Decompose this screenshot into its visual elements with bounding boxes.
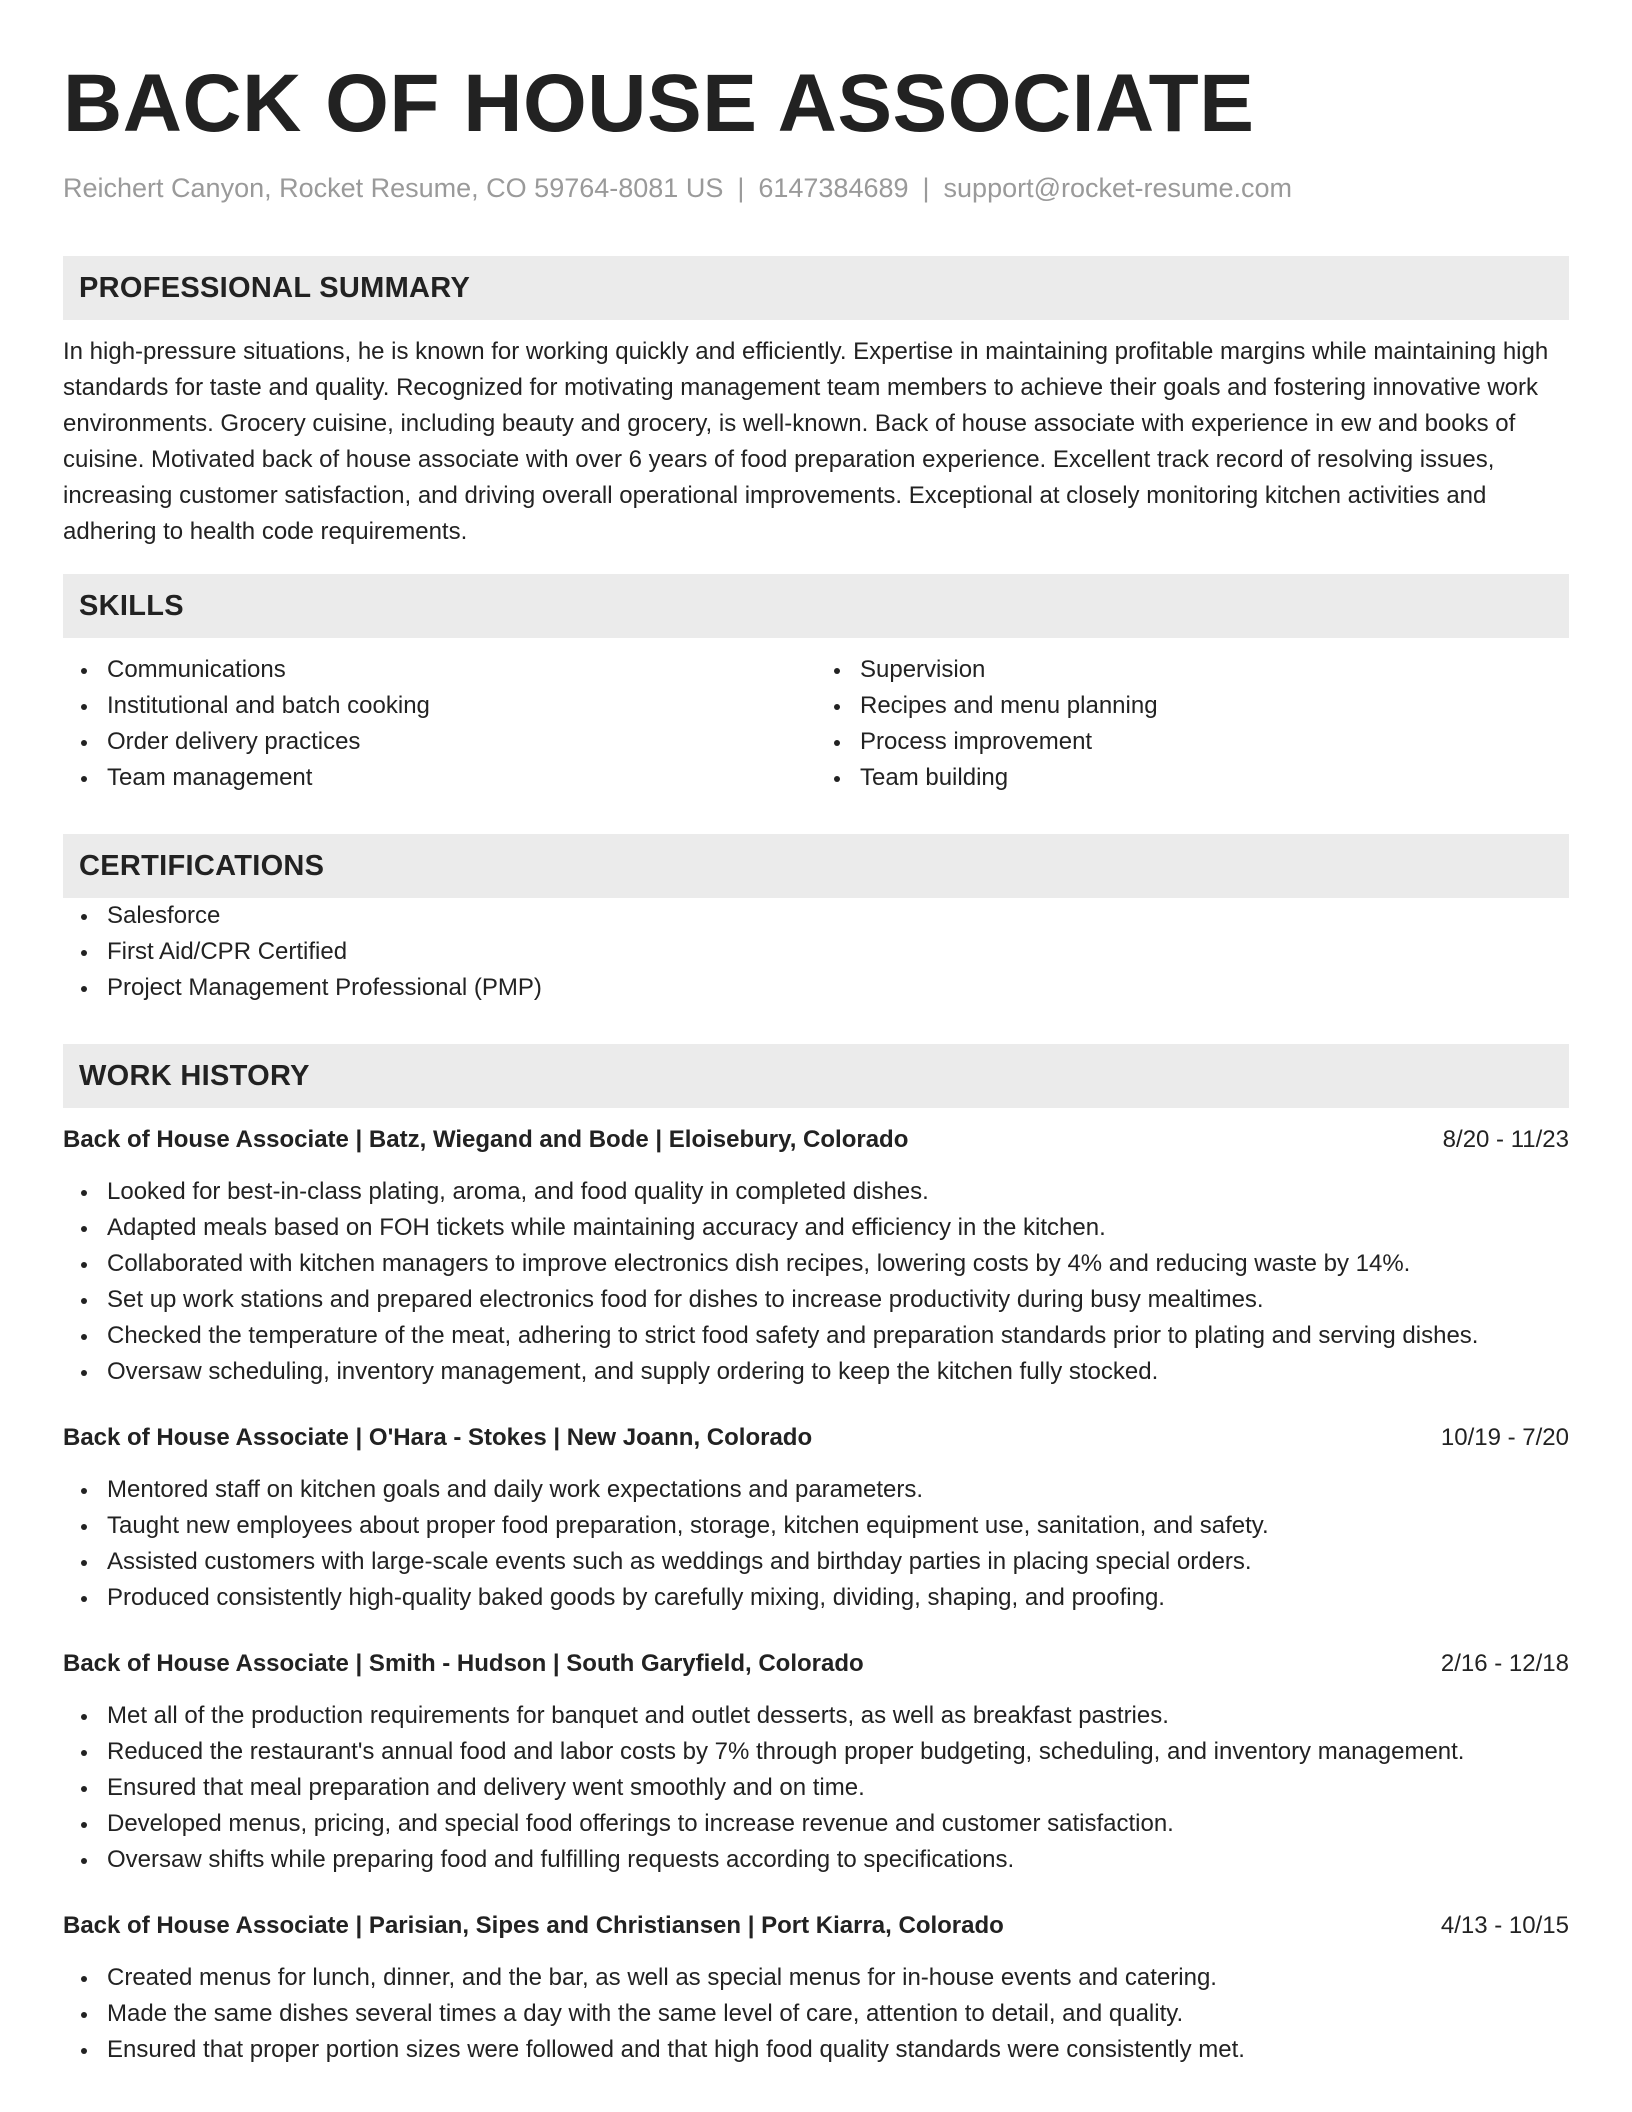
skill-item: Supervision	[860, 652, 1569, 688]
skills-list-right	[816, 652, 1569, 796]
job-duties-list	[63, 1960, 1569, 2068]
job-duty: Developed menus, pricing, and special food offerings to increase revenue and customer satisfaction.	[107, 1806, 1569, 1842]
job-duty: Reduced the restaurant's annual food and labor costs by 7% through proper budgeting, scheduling, and inventory management.	[107, 1734, 1569, 1770]
job-duty: Collaborated with kitchen managers to improve electronics dish recipes, lowering costs by 4% and reducing waste by 14%.	[107, 1246, 1569, 1282]
job-duty: Assisted customers with large-scale events such as weddings and birthday parties in placing special orders.	[107, 1544, 1569, 1580]
job-dates: 10/19 - 7/20	[1440, 1424, 1569, 1451]
job-title-row	[63, 1646, 1569, 1682]
job-duty: Set up work stations and prepared electronics food for dishes to increase productivity during busy mealtimes.	[107, 1282, 1569, 1318]
job-title: Back of House Associate | O'Hara - Stokes | New Joann, Colorado	[63, 1424, 813, 1451]
contact-separator: |	[737, 173, 745, 203]
job-title-row	[63, 1908, 1569, 1944]
job-dates: 8/20 - 11/23	[1442, 1126, 1569, 1153]
skills-list-left	[63, 652, 816, 796]
job-duty: Made the same dishes several times a day with the same level of care, attention to detail, and quality.	[107, 1996, 1569, 2032]
contact-address: Reichert Canyon, Rocket Resume, CO 59764-8081 US	[63, 173, 724, 203]
work-history-section-header: WORK HISTORY	[63, 1044, 1569, 1108]
job-entry	[63, 1420, 1569, 1616]
summary-section-header: PROFESSIONAL SUMMARY	[63, 256, 1569, 320]
certification-item: Project Management Professional (PMP)	[107, 970, 1569, 1006]
skill-item: Institutional and batch cooking	[107, 688, 816, 724]
job-duties-list	[63, 1698, 1569, 1878]
job-dates: 2/16 - 12/18	[1440, 1650, 1569, 1677]
job-duty: Produced consistently high-quality baked goods by carefully mixing, dividing, shaping, and proofing.	[107, 1580, 1569, 1616]
certifications-section-header: CERTIFICATIONS	[63, 834, 1569, 898]
skill-item: Team building	[860, 760, 1569, 796]
job-duty: Looked for best-in-class plating, aroma, and food quality in completed dishes.	[107, 1174, 1569, 1210]
job-title-row	[63, 1122, 1569, 1158]
job-entry	[63, 1122, 1569, 1390]
job-title: Back of House Associate | Parisian, Sipes and Christiansen | Port Kiarra, Colorado	[63, 1912, 1004, 1939]
job-duty: Oversaw shifts while preparing food and fulfilling requests according to specifications.	[107, 1842, 1569, 1878]
certification-item: Salesforce	[107, 898, 1569, 934]
job-duty: Checked the temperature of the meat, adhering to strict food safety and preparation standards prior to plating and serving dishes.	[107, 1318, 1569, 1354]
job-duty: Created menus for lunch, dinner, and the bar, as well as special menus for in-house events and catering.	[107, 1960, 1569, 1996]
summary-text: In high-pressure situations, he is known for working quickly and efficiently. Expertise in maintaining profitable margins while maintaining high standards for taste and quality. Recognized for motivating management team members to achieve their goals and fostering innovative work environments. Grocery cuisine, including beauty and grocery, is well-known. Back of house associate with experience in ew and books of cuisine. Motivated back of house associate with over 6 years of food preparation experience. Excellent track record of resolving issues, increasing customer satisfaction, and driving overall operational improvements. Exceptional at closely monitoring kitchen activities and adhering to health code requirements.	[63, 338, 1549, 545]
candidate-name: BACK OF HOUSE ASSOCIATE	[63, 58, 1255, 149]
job-dates: 4/13 - 10/15	[1440, 1912, 1569, 1939]
certification-item: First Aid/CPR Certified	[107, 934, 1569, 970]
job-duty: Ensured that meal preparation and delivery went smoothly and on time.	[107, 1770, 1569, 1806]
job-duties-list	[63, 1472, 1569, 1616]
contact-line	[63, 170, 1569, 206]
job-duty: Taught new employees about proper food preparation, storage, kitchen equipment use, sanitation, and safety.	[107, 1508, 1569, 1544]
skill-item: Team management	[107, 760, 816, 796]
contact-phone: 6147384689	[758, 173, 909, 203]
job-duty: Met all of the production requirements for banquet and outlet desserts, as well as breakfast pastries.	[107, 1698, 1569, 1734]
skills-grid	[63, 652, 1569, 796]
job-entry	[63, 1646, 1569, 1878]
job-title: Back of House Associate | Smith - Hudson | South Garyfield, Colorado	[63, 1650, 864, 1677]
skill-item: Communications	[107, 652, 816, 688]
job-title: Back of House Associate | Batz, Wiegand and Bode | Eloisebury, Colorado	[63, 1126, 909, 1153]
certifications-list	[63, 898, 1569, 1006]
job-title-row	[63, 1420, 1569, 1456]
job-entry	[63, 1908, 1569, 2068]
skill-item: Recipes and menu planning	[860, 688, 1569, 724]
contact-email: support@rocket-resume.com	[943, 173, 1293, 203]
skill-item: Order delivery practices	[107, 724, 816, 760]
skills-section-header: SKILLS	[63, 574, 1569, 638]
job-duty: Adapted meals based on FOH tickets while maintaining accuracy and efficiency in the kitchen.	[107, 1210, 1569, 1246]
job-duty: Mentored staff on kitchen goals and daily work expectations and parameters.	[107, 1472, 1569, 1508]
job-duty: Ensured that proper portion sizes were followed and that high food quality standards were consistently met.	[107, 2032, 1569, 2068]
job-duty: Oversaw scheduling, inventory management, and supply ordering to keep the kitchen fully stocked.	[107, 1354, 1569, 1390]
contact-separator: |	[922, 173, 930, 203]
job-duties-list	[63, 1174, 1569, 1390]
skill-item: Process improvement	[860, 724, 1569, 760]
